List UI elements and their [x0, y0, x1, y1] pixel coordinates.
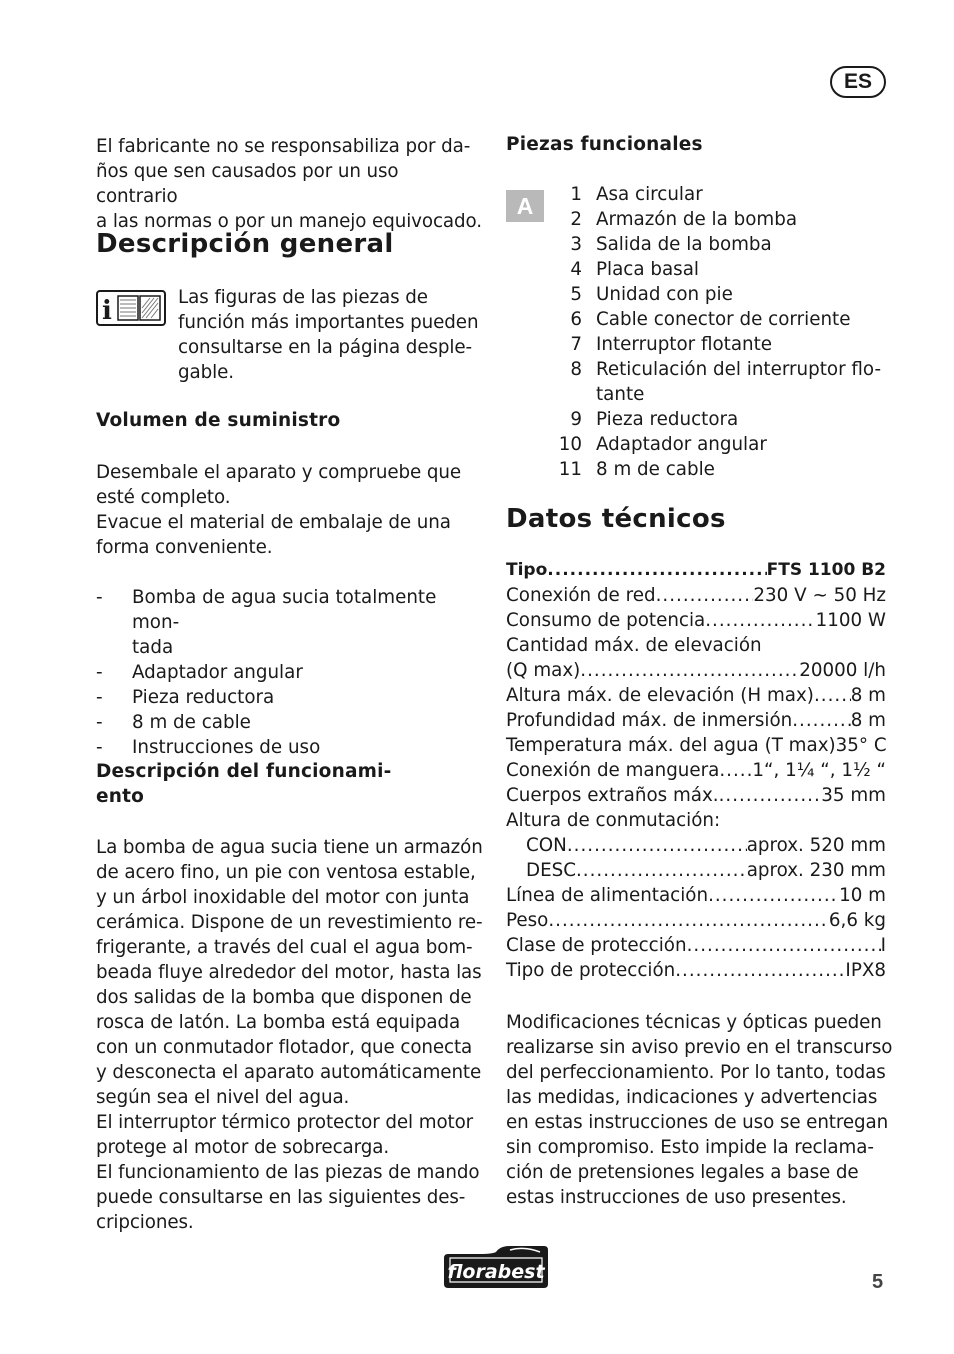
spec-row: Línea de alimentación ..... 10 m [506, 883, 886, 908]
list-item: - Bomba de agua sucia totalmente mon- tada [96, 587, 437, 658]
list-item: - 8 m de cable [96, 712, 251, 733]
list-item: 6 Cable conector de corriente [570, 309, 851, 330]
list-item: - Instrucciones de uso [96, 737, 321, 758]
spec-row: DESC ..... aprox. 230 mm [506, 858, 886, 883]
info-text: Las figuras de las piezas de función más importantes pueden consultarse en la página desple- gable. [178, 287, 479, 383]
spec-row: Altura máx. de elevación (H max) ..... 8 m [506, 683, 886, 708]
function-paragraph: La bomba de agua sucia tiene un armazón de acero fino, un pie con ventosa estable, y un árbol inoxidable del motor con junta cerámica. Dispone de un revestimiento re- frigerante, a través del cual el agua bom- beada fluye alrededor del motor, hasta las dos salidas de la bomba que disponen de rosca de latón. La bomba está equipada con un conmutador flotador, que conecta y desconecta el aparato automáticamente según sea el nivel del agua. El interruptor térmico protector del motor protege al motor de sobrecarga. El funcionamiento de las piezas de mando puede consultarse en las siguientes des- cripciones. [96, 837, 483, 1233]
supply-paragraph: Desembale el aparato y compruebe que esté completo. Evacue el material de embalaje de una forma conveniente. [96, 462, 462, 558]
spec-row: Altura de conmutación: [506, 810, 721, 831]
list-item: 2 Armazón de la bomba [570, 209, 798, 230]
spec-row: Cuerpos extraños máx. ..... 35 mm [506, 783, 886, 808]
svg-text:i: i [102, 296, 112, 326]
list-item: - Pieza reductora [96, 687, 275, 708]
spec-row: Conexión de red ..... 230 V ~ 50 Hz [506, 583, 886, 608]
list-item: 1 Asa circular [570, 184, 703, 205]
svg-text:florabest: florabest [447, 1261, 545, 1283]
florabest-logo [440, 1244, 552, 1290]
list-item: 7 Interruptor flotante [570, 334, 773, 355]
heading-datos-tecnicos: Datos técnicos [506, 504, 726, 534]
spec-row: (Q max) ..... 20000 l/h [506, 658, 886, 683]
spec-row: Tipo de protección ..... IPX8 [506, 958, 886, 983]
list-item: 8 Reticulación del interruptor flo- tante [570, 359, 882, 405]
heading-descripcion-general: Descripción general [96, 229, 394, 259]
parts-list [506, 182, 890, 482]
list-item: 11 8 m de cable [558, 459, 715, 480]
spec-row: Peso ..... 6,6 kg [506, 908, 886, 933]
heading-volumen-suministro: Volumen de suministro [96, 410, 341, 431]
list-item: 10 Adaptador angular [558, 434, 767, 455]
spec-row: Cantidad máx. de elevación [506, 635, 762, 656]
spec-row: Clase de protección ..... I [506, 933, 886, 958]
heading-descripcion-funcionamiento: Descripción del funcionami- ento [96, 761, 392, 807]
heading-piezas-funcionales: Piezas funcionales [506, 134, 703, 155]
list-item: 5 Unidad con pie [570, 284, 733, 305]
spec-row: CON ..... aprox. 520 mm [506, 833, 886, 858]
spec-row: Tipo ..... FTS 1100 B2 [506, 558, 886, 583]
language-badge: ES [830, 66, 886, 98]
list-item: 3 Salida de la bomba [570, 234, 772, 255]
figure-a-label: A [506, 190, 544, 222]
list-item: 9 Pieza reductora [570, 409, 739, 430]
intro-paragraph: El fabricante no se responsabiliza por da- ños que sen causados por un uso contrario a las normas o por un manejo equivocado. [96, 136, 483, 232]
list-item: - Adaptador angular [96, 662, 303, 683]
list-item: 4 Placa basal [570, 259, 699, 280]
spec-row: Profundidad máx. de inmersión ..... 8 m [506, 708, 886, 733]
spec-table [506, 558, 886, 983]
supply-list [96, 585, 482, 760]
spec-row: Consumo de potencia ..... 1100 W [506, 608, 886, 633]
spec-row: Temperatura máx. del agua (T max) 35° C [506, 735, 887, 756]
info-book-icon [96, 290, 166, 326]
page-number: 5 [872, 1271, 884, 1293]
disclaimer-paragraph: Modificaciones técnicas y ópticas pueden realizarse sin aviso previo en el transcurso del perfeccionamiento. Por lo tanto, todas las medidas, indicaciones y advertencias en estas instrucciones de uso se entregan sin compromiso. Esto impide la reclama- ción de pretensiones legales a base de estas instrucciones de uso presentes. [506, 1012, 893, 1208]
spec-row: Conexión de manguera ..... 1“, 1¼ “, 1½ “ [506, 758, 886, 783]
